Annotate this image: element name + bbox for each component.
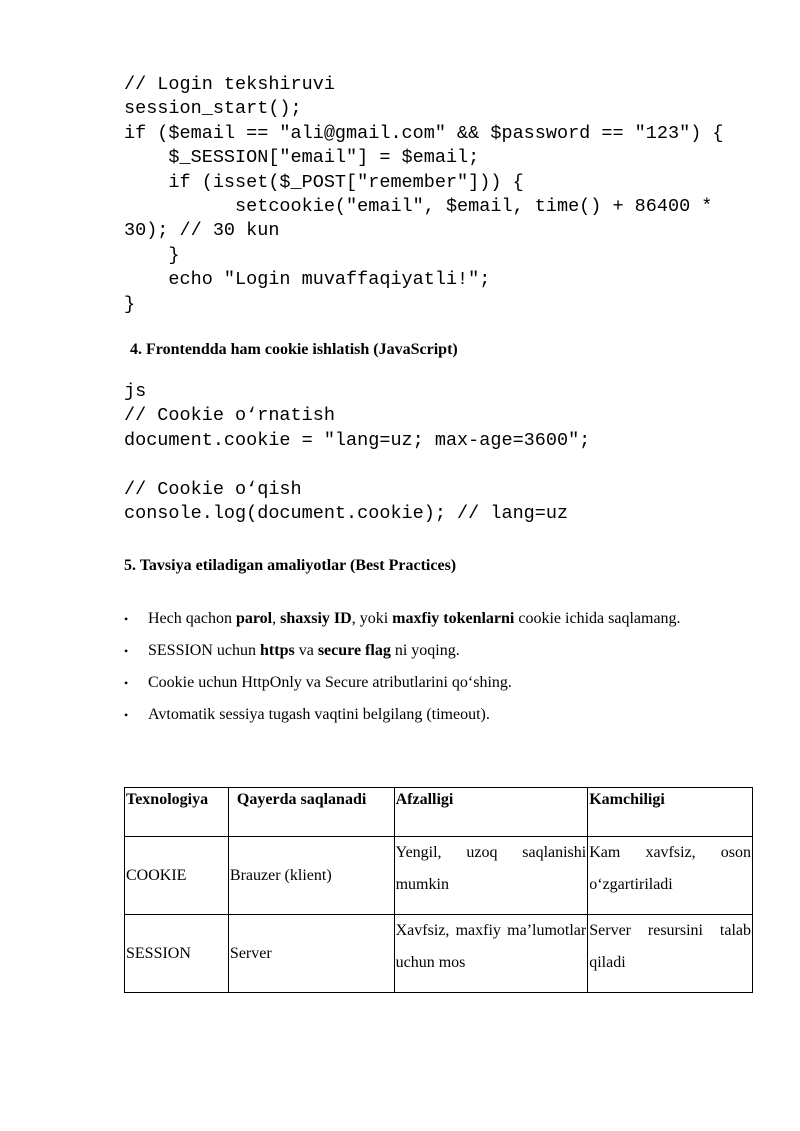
table-header-cell: Kamchiligi — [588, 788, 753, 837]
table-row — [125, 915, 753, 993]
table-cell: Server resursini talab qiladi — [588, 915, 753, 993]
table-cell: Xavfsiz, maxfiy ma’lumotlar uchun mos — [394, 915, 588, 993]
list-item: • SESSION uchun https va secure flag ni yoqing. — [124, 635, 744, 667]
table-cell: Brauzer (klient) — [228, 837, 394, 915]
list-item: • Cookie uchun HttpOnly va Secure atributlarini qo‘shing. — [124, 667, 744, 699]
table-cell: SESSION — [125, 915, 229, 993]
table-header-row — [125, 788, 753, 837]
best-practices-list — [124, 603, 744, 731]
table-header-cell: Qayerda saqlanadi — [228, 788, 394, 837]
table-cell: Server — [228, 915, 394, 993]
section-4-heading: 4. Frontendda ham cookie ishlatish (JavaScript) — [130, 341, 458, 358]
table-header-cell: Texnologiya — [125, 788, 229, 837]
list-item: • Hech qachon parol, shaxsiy ID, yoki maxfiy tokenlarni cookie ichida saqlamang. — [124, 603, 744, 635]
php-code-block: // Login tekshiruvi session_start(); if ($email == "ali@gmail.com" && $password == "123") { $_SESSION["email"] = $email; if (isset($_POST["remember"])) { setcookie("email", $email, time() + 86400 * 30); // 30 kun } echo "Login muvaffaqiyatli!"; } — [124, 74, 724, 315]
table-cell: Kam xavfsiz, oson o‘zgartiriladi — [588, 837, 753, 915]
table-header-cell: Afzalligi — [394, 788, 588, 837]
bullet-icon: • — [124, 676, 129, 690]
list-item: • Avtomatik sessiya tugash vaqtini belgilang (timeout). — [124, 699, 744, 731]
bullet-icon: • — [124, 612, 129, 626]
bullet-icon: • — [124, 708, 129, 722]
table-row — [125, 837, 753, 915]
comparison-table — [124, 787, 753, 993]
table-cell: Yengil, uzoq saqlanishi mumkin — [394, 837, 588, 915]
table-cell: COOKIE — [125, 837, 229, 915]
js-code-block: js // Cookie o‘rnatish document.cookie = "lang=uz; max-age=3600"; // Cookie o‘qish console.log(document.cookie); // lang=uz — [124, 381, 591, 525]
bullet-icon: • — [124, 644, 129, 658]
section-5-heading: 5. Tavsiya etiladigan amaliyotlar (Best Practices) — [124, 557, 457, 574]
